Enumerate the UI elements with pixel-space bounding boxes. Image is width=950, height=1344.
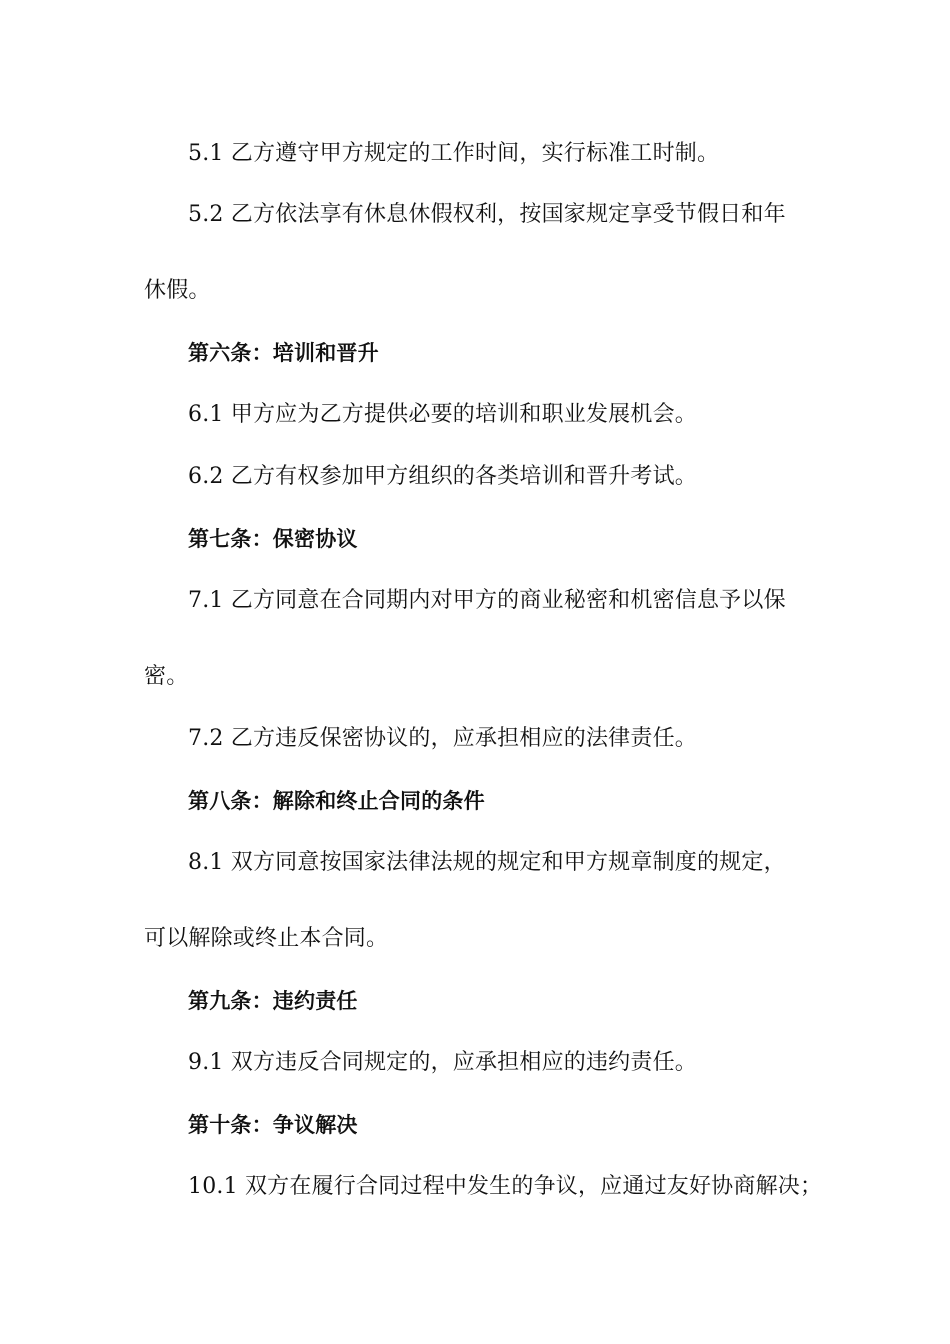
clause-6-1: 6.1 甲方应为乙方提供必要的培训和职业发展机会。 [188,402,697,427]
clause-7-1-line1: 7.1 乙方同意在合同期内对甲方的商业秘密和机密信息予以保 [188,588,786,613]
clause-8-1-line1: 8.1 双方同意按国家法律法规的规定和甲方规章制度的规定， [188,850,786,875]
clause-5-2-line1: 5.2 乙方依法享有休息休假权利，按国家规定享受节假日和年 [188,202,786,227]
clause-5-1: 5.1 乙方遵守甲方规定的工作时间，实行标准工时制。 [188,141,720,166]
clause-6-2: 6.2 乙方有权参加甲方组织的各类培训和晋升考试。 [188,464,697,489]
clause-8-1-line2: 可以解除或终止本合同。 [144,926,389,951]
heading-article-8: 第八条：解除和终止合同的条件 [188,789,485,813]
clause-5-2-line2: 休假。 [144,278,211,303]
clause-7-2: 7.2 乙方违反保密协议的，应承担相应的法律责任。 [188,726,697,751]
heading-article-7: 第七条：保密协议 [188,527,358,551]
heading-article-9: 第九条：违约责任 [188,989,358,1013]
clause-10-1-line1: 10.1 双方在履行合同过程中发生的争议，应通过友好协商解决； [188,1174,823,1199]
clause-7-1-line2: 密。 [144,664,189,689]
clause-9-1: 9.1 双方违反合同规定的，应承担相应的违约责任。 [188,1050,697,1075]
heading-article-10: 第十条：争议解决 [188,1113,358,1137]
heading-article-6: 第六条：培训和晋升 [188,341,379,365]
